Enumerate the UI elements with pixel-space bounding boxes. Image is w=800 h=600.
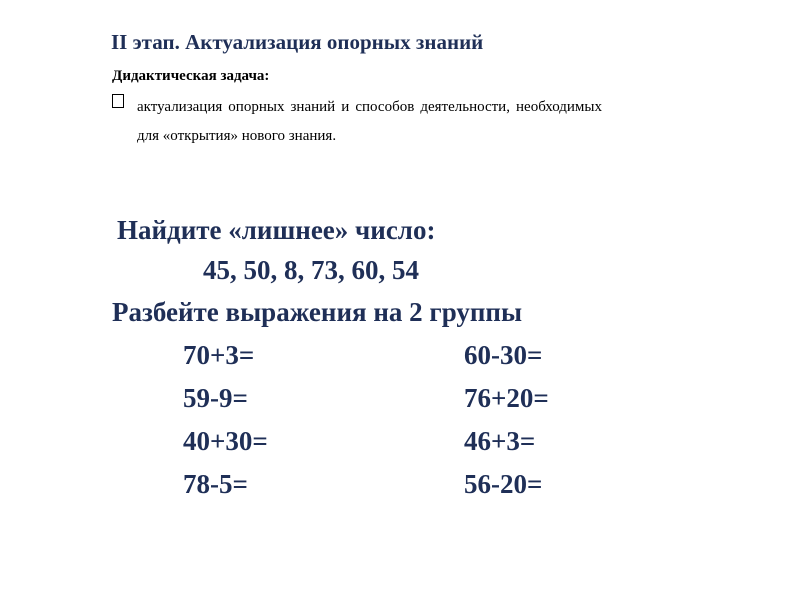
- didactic-task-label: Дидактическая задача:: [112, 68, 270, 84]
- number-list: 45, 50, 8, 73, 60, 54: [203, 255, 419, 285]
- expression-left-1: 70+3=: [183, 340, 255, 370]
- expression-left-3: 40+30=: [183, 426, 268, 456]
- expression-right-2: 76+20=: [464, 383, 549, 413]
- bullet-text: актуализация опорных знаний и способов деятельности, необходимых для «открытия» нового знания.: [137, 99, 602, 144]
- expression-right-4: 56-20=: [464, 469, 543, 499]
- expression-left-2: 59-9=: [183, 383, 248, 413]
- expression-right-1: 60-30=: [464, 340, 543, 370]
- question-groups: Разбейте выражения на 2 группы: [112, 297, 523, 327]
- slide-title: II этап. Актуализация опорных знаний: [111, 30, 484, 54]
- question-odd-number: Найдите «лишнее» число:: [117, 215, 436, 245]
- bullet-box-icon: [112, 94, 124, 108]
- expression-left-4: 78-5=: [183, 469, 248, 499]
- expression-right-3: 46+3=: [464, 426, 536, 456]
